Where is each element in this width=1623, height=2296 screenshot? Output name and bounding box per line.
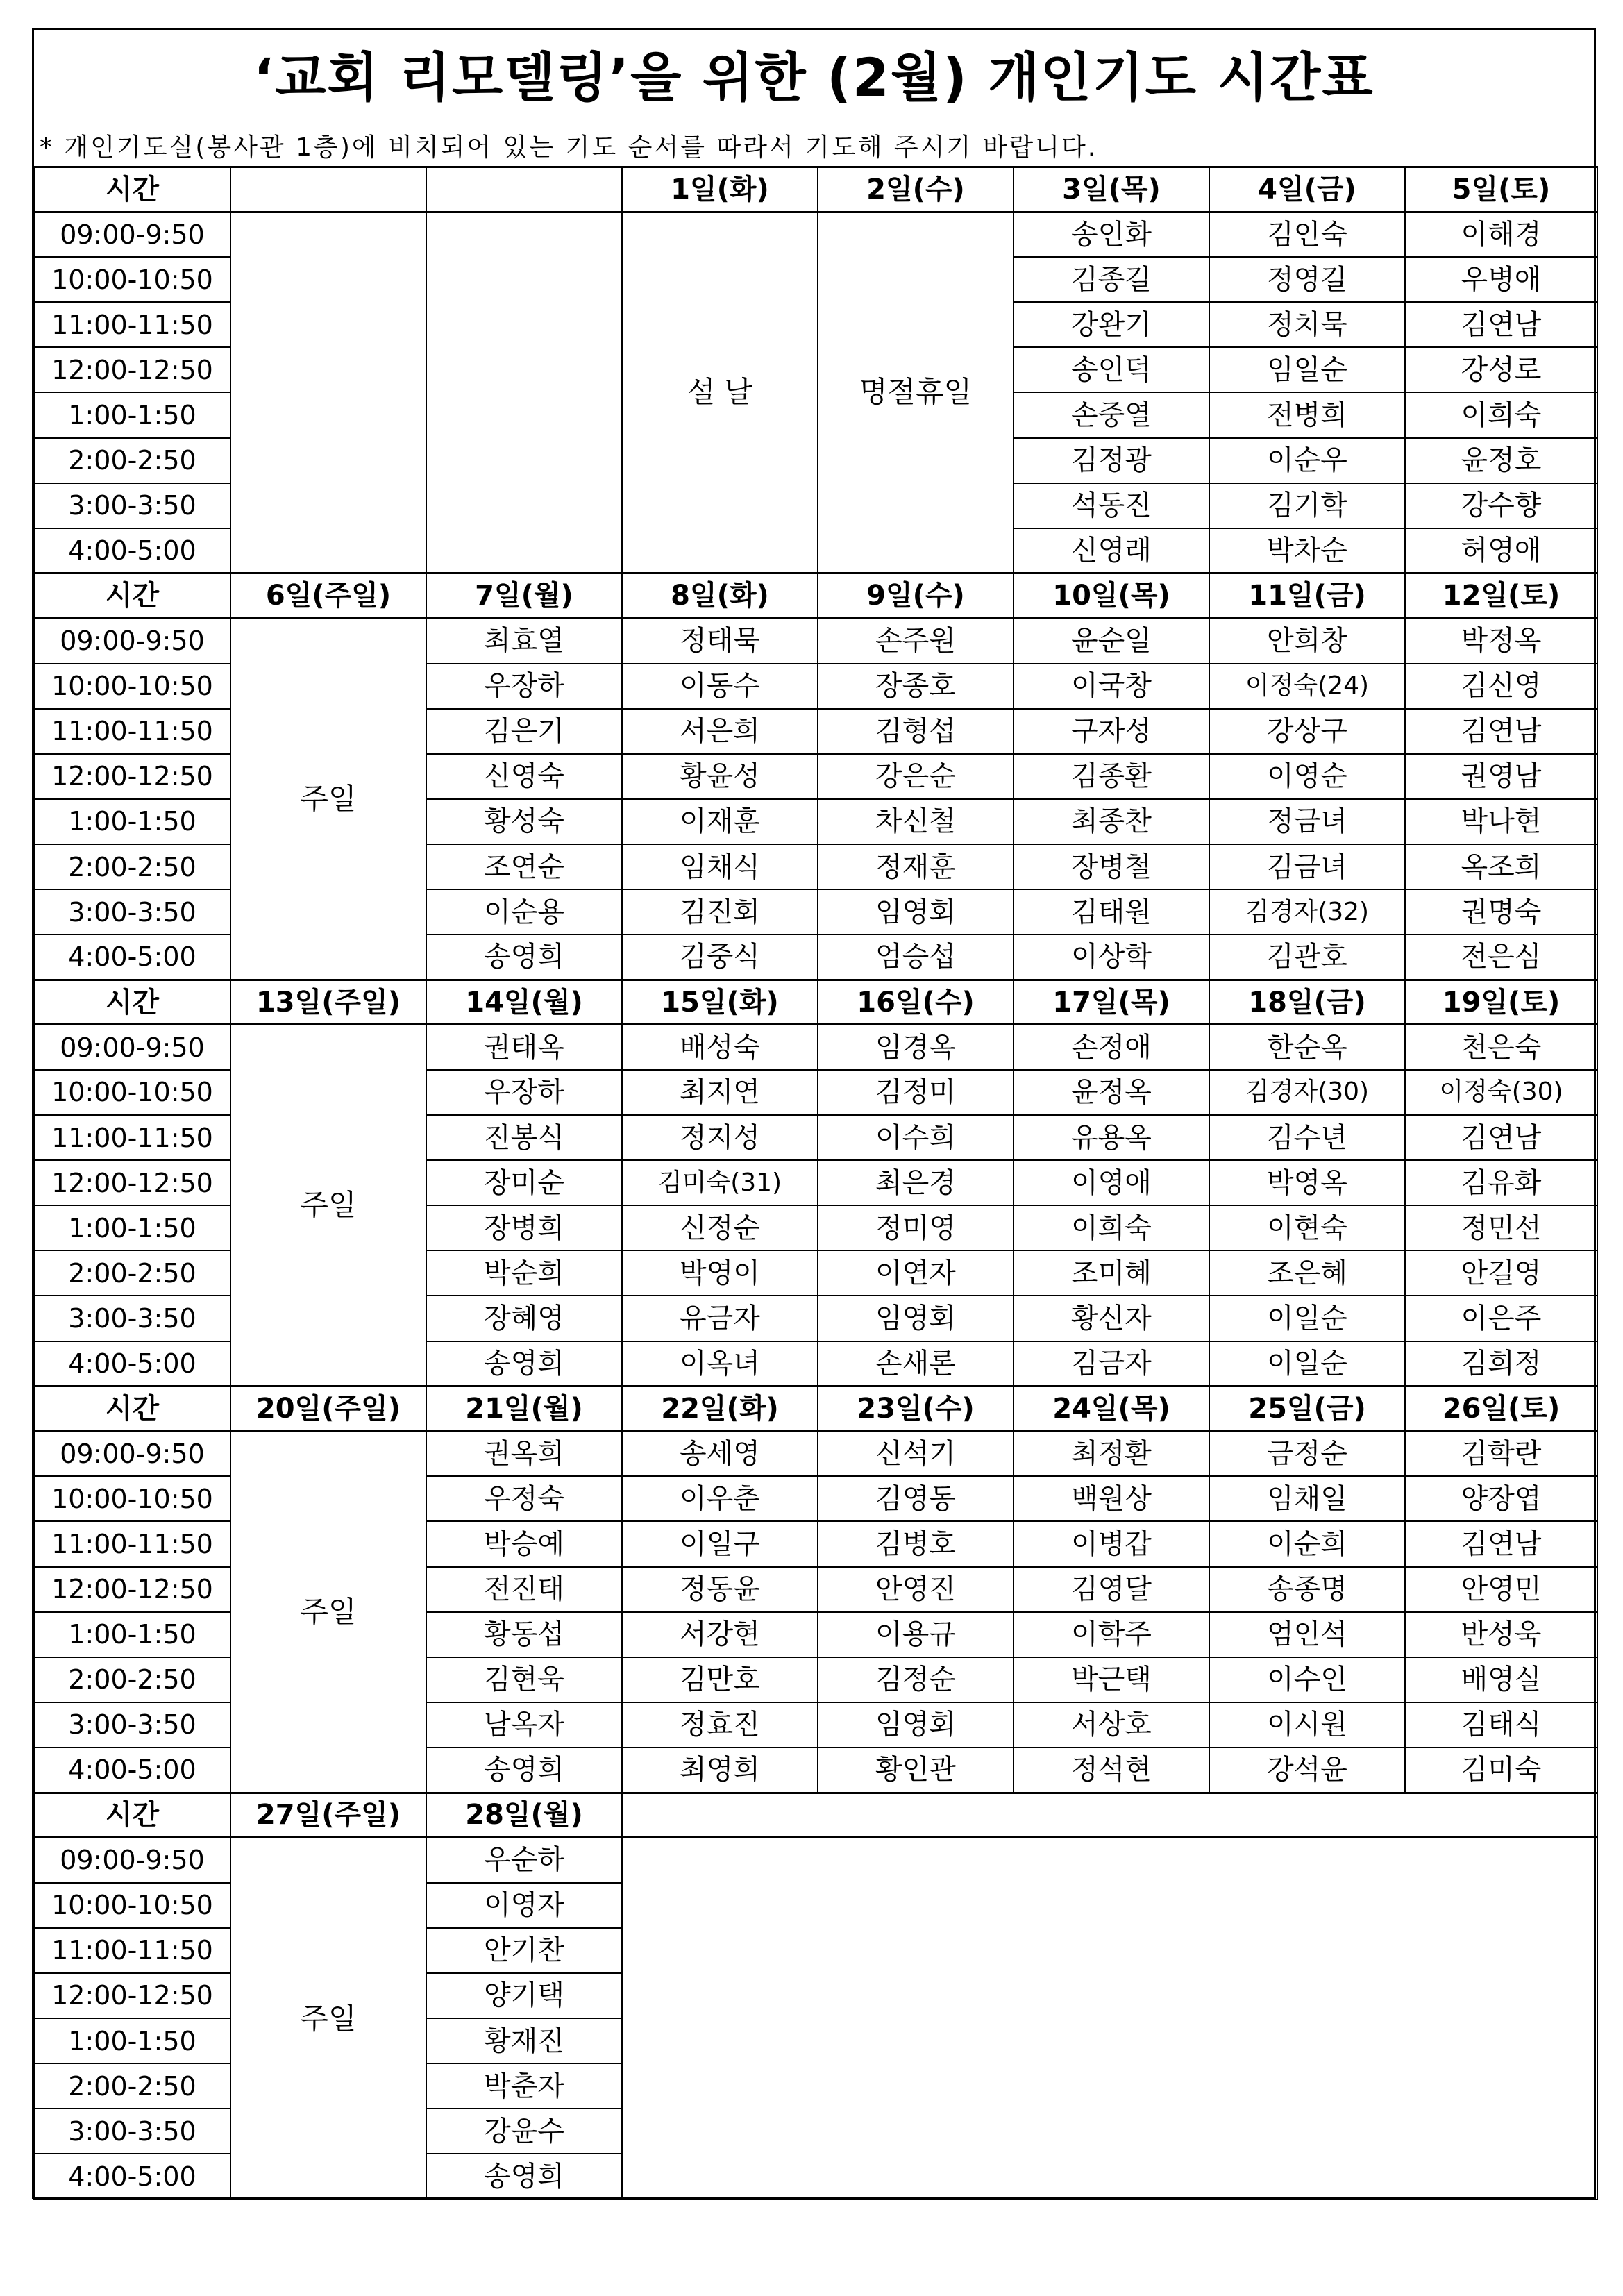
name-cell: 남옥자 <box>426 1702 622 1748</box>
name-cell: 박순희 <box>426 1250 622 1296</box>
name-cell: 송세영 <box>622 1431 818 1476</box>
time-slot: 4:00-5:00 <box>34 2154 230 2199</box>
name-cell: 이시원 <box>1209 1702 1405 1748</box>
name-cell: 정태묵 <box>622 618 818 663</box>
name-cell: 최지연 <box>622 1070 818 1115</box>
prayer-schedule-table <box>33 166 1598 2200</box>
name-cell: 이영순 <box>1209 754 1405 799</box>
name-cell: 임영회 <box>818 1702 1014 1748</box>
day-header: 27일(주일) <box>230 1793 426 1838</box>
name-cell: 손정애 <box>1014 1025 1209 1070</box>
name-cell: 강상구 <box>1209 709 1405 754</box>
name-cell: 강석윤 <box>1209 1748 1405 1793</box>
time-slot: 09:00-9:50 <box>34 1431 230 1476</box>
week-header-row <box>34 980 1597 1025</box>
page-title: ‘교회 리모델링’을 위한 (2월) 개인기도 시간표 <box>253 47 1374 108</box>
name-cell: 김태원 <box>1014 889 1209 935</box>
name-cell: 정미영 <box>818 1205 1014 1250</box>
name-cell: 이순용 <box>426 889 622 935</box>
time-slot: 2:00-2:50 <box>34 1657 230 1702</box>
time-slot: 2:00-2:50 <box>34 438 230 483</box>
name-cell: 이희숙 <box>1405 392 1597 437</box>
name-cell: 유용옥 <box>1014 1115 1209 1160</box>
name-cell: 이영자 <box>426 1883 622 1928</box>
name-cell: 김연남 <box>1405 709 1597 754</box>
name-cell: 손새론 <box>818 1341 1014 1386</box>
name-cell: 임채식 <box>622 844 818 889</box>
name-cell: 김연남 <box>1405 302 1597 347</box>
name-cell: 우순하 <box>426 1838 622 1883</box>
name-cell: 백원상 <box>1014 1476 1209 1521</box>
name-cell: 김중식 <box>622 935 818 980</box>
empty-cell <box>230 212 426 573</box>
name-cell: 김미숙(31) <box>622 1160 818 1205</box>
name-cell: 강성로 <box>1405 347 1597 392</box>
name-cell: 임경옥 <box>818 1025 1014 1070</box>
day-header: 11일(금) <box>1209 573 1405 619</box>
name-cell: 이현숙 <box>1209 1205 1405 1250</box>
name-cell: 장병철 <box>1014 844 1209 889</box>
name-cell: 배영실 <box>1405 1657 1597 1702</box>
name-cell: 이옥녀 <box>622 1341 818 1386</box>
name-cell: 정금녀 <box>1209 799 1405 844</box>
day-header: 16일(수) <box>818 980 1014 1025</box>
name-cell: 엄승섭 <box>818 935 1014 980</box>
instruction-note: * 개인기도실(봉사관 1층)에 비치되어 있는 기도 순서를 따라서 기도해 주시기 바랍니다. <box>40 133 1098 162</box>
day-header: 15일(화) <box>622 980 818 1025</box>
name-cell: 이동수 <box>622 664 818 709</box>
name-cell: 이해경 <box>1405 212 1597 257</box>
day-header: 14일(월) <box>426 980 622 1025</box>
name-cell: 황성숙 <box>426 799 622 844</box>
day-header: 24일(목) <box>1014 1386 1209 1432</box>
time-slot: 10:00-10:50 <box>34 257 230 302</box>
name-cell: 조은혜 <box>1209 1250 1405 1296</box>
name-cell: 김금자 <box>1014 1341 1209 1386</box>
name-cell: 송인화 <box>1014 212 1209 257</box>
name-cell: 조연순 <box>426 844 622 889</box>
name-cell: 송영희 <box>426 2154 622 2199</box>
name-cell: 황윤성 <box>622 754 818 799</box>
name-cell: 김종환 <box>1014 754 1209 799</box>
name-cell: 손주원 <box>818 618 1014 663</box>
time-header: 시간 <box>34 573 230 619</box>
name-cell: 서상호 <box>1014 1702 1209 1748</box>
week-header-row <box>34 1793 1597 1838</box>
name-cell: 김인숙 <box>1209 212 1405 257</box>
name-cell: 이병갑 <box>1014 1521 1209 1566</box>
time-header: 시간 <box>34 1386 230 1432</box>
name-cell: 안영민 <box>1405 1567 1597 1612</box>
week-header-row <box>34 1386 1597 1432</box>
name-cell: 강윤수 <box>426 2109 622 2154</box>
time-slot: 3:00-3:50 <box>34 483 230 528</box>
name-cell: 정영길 <box>1209 257 1405 302</box>
time-slot: 1:00-1:50 <box>34 1612 230 1657</box>
name-cell: 박승예 <box>426 1521 622 1566</box>
time-slot: 4:00-5:00 <box>34 1341 230 1386</box>
name-cell: 안기찬 <box>426 1928 622 1973</box>
name-cell: 최종찬 <box>1014 799 1209 844</box>
name-cell: 임영회 <box>818 889 1014 935</box>
time-slot: 09:00-9:50 <box>34 212 230 257</box>
name-cell: 김연남 <box>1405 1115 1597 1160</box>
name-cell: 송영희 <box>426 1748 622 1793</box>
name-cell: 김영달 <box>1014 1567 1209 1612</box>
day-header <box>426 167 622 212</box>
name-cell: 권영남 <box>1405 754 1597 799</box>
name-cell: 김영동 <box>818 1476 1014 1521</box>
name-cell: 강은순 <box>818 754 1014 799</box>
name-cell: 김만호 <box>622 1657 818 1702</box>
name-cell: 서은희 <box>622 709 818 754</box>
name-cell: 김종길 <box>1014 257 1209 302</box>
name-cell: 김신영 <box>1405 664 1597 709</box>
day-header: 28일(월) <box>426 1793 622 1838</box>
name-cell: 김정미 <box>818 1070 1014 1115</box>
time-slot: 12:00-12:50 <box>34 1973 230 2018</box>
name-cell: 김경자(30) <box>1209 1070 1405 1115</box>
time-header: 시간 <box>34 980 230 1025</box>
name-cell: 장혜영 <box>426 1296 622 1341</box>
name-cell: 서강현 <box>622 1612 818 1657</box>
sunday-cell: 주일 <box>230 1838 426 2199</box>
time-slot: 12:00-12:50 <box>34 754 230 799</box>
name-cell: 유금자 <box>622 1296 818 1341</box>
name-cell: 이수인 <box>1209 1657 1405 1702</box>
name-cell: 이재훈 <box>622 799 818 844</box>
name-cell: 김수년 <box>1209 1115 1405 1160</box>
name-cell: 황동섭 <box>426 1612 622 1657</box>
name-cell: 이순우 <box>1209 438 1405 483</box>
time-slot: 1:00-1:50 <box>34 2018 230 2063</box>
name-cell: 안영진 <box>818 1567 1014 1612</box>
time-header: 시간 <box>34 1793 230 1838</box>
name-cell: 송영희 <box>426 935 622 980</box>
name-cell: 김은기 <box>426 709 622 754</box>
name-cell: 이정숙(30) <box>1405 1070 1597 1115</box>
name-cell: 김학란 <box>1405 1431 1597 1476</box>
name-cell: 신석기 <box>818 1431 1014 1476</box>
name-cell: 우장하 <box>426 1070 622 1115</box>
name-cell: 김현욱 <box>426 1657 622 1702</box>
week-header-row <box>34 167 1597 212</box>
name-cell: 옥조희 <box>1405 844 1597 889</box>
name-cell: 장미순 <box>426 1160 622 1205</box>
name-cell: 구자성 <box>1014 709 1209 754</box>
time-slot: 2:00-2:50 <box>34 2063 230 2109</box>
day-header: 13일(주일) <box>230 980 426 1025</box>
name-cell: 정치묵 <box>1209 302 1405 347</box>
time-row <box>34 618 1597 663</box>
name-cell: 최정환 <box>1014 1431 1209 1476</box>
name-cell: 신정순 <box>622 1205 818 1250</box>
name-cell: 우장하 <box>426 664 622 709</box>
name-cell: 석동진 <box>1014 483 1209 528</box>
day-header: 5일(토) <box>1405 167 1597 212</box>
name-cell: 정재훈 <box>818 844 1014 889</box>
name-cell: 박춘자 <box>426 2063 622 2109</box>
name-cell: 이일구 <box>622 1521 818 1566</box>
name-cell: 이연자 <box>818 1250 1014 1296</box>
name-cell: 황신자 <box>1014 1296 1209 1341</box>
day-header: 9일(수) <box>818 573 1014 619</box>
time-slot: 09:00-9:50 <box>34 1838 230 1883</box>
name-cell: 정동윤 <box>622 1567 818 1612</box>
time-row <box>34 1431 1597 1476</box>
name-cell: 박나현 <box>1405 799 1597 844</box>
name-cell: 송인덕 <box>1014 347 1209 392</box>
name-cell: 전진태 <box>426 1567 622 1612</box>
name-cell: 장종호 <box>818 664 1014 709</box>
name-cell: 김관호 <box>1209 935 1405 980</box>
name-cell: 윤순일 <box>1014 618 1209 663</box>
name-cell: 이수희 <box>818 1115 1014 1160</box>
time-slot: 4:00-5:00 <box>34 1748 230 1793</box>
name-cell: 반성욱 <box>1405 1612 1597 1657</box>
day-header: 17일(목) <box>1014 980 1209 1025</box>
time-slot: 09:00-9:50 <box>34 618 230 663</box>
name-cell: 손중열 <box>1014 392 1209 437</box>
sunday-cell: 주일 <box>230 1025 426 1386</box>
time-slot: 12:00-12:50 <box>34 1160 230 1205</box>
name-cell: 양기택 <box>426 1973 622 2018</box>
time-slot: 11:00-11:50 <box>34 1115 230 1160</box>
name-cell: 엄인석 <box>1209 1612 1405 1657</box>
time-slot: 3:00-3:50 <box>34 2109 230 2154</box>
name-cell: 김병호 <box>818 1521 1014 1566</box>
name-cell: 정효진 <box>622 1702 818 1748</box>
time-slot: 4:00-5:00 <box>34 528 230 573</box>
time-slot: 12:00-12:50 <box>34 1567 230 1612</box>
name-cell: 이희숙 <box>1014 1205 1209 1250</box>
name-cell: 조미혜 <box>1014 1250 1209 1296</box>
day-header: 23일(수) <box>818 1386 1014 1432</box>
name-cell: 전은심 <box>1405 935 1597 980</box>
time-slot: 2:00-2:50 <box>34 844 230 889</box>
time-slot: 11:00-11:50 <box>34 1521 230 1566</box>
time-slot: 2:00-2:50 <box>34 1250 230 1296</box>
name-cell: 우병애 <box>1405 257 1597 302</box>
name-cell: 강완기 <box>1014 302 1209 347</box>
name-cell: 권태옥 <box>426 1025 622 1070</box>
time-slot: 4:00-5:00 <box>34 935 230 980</box>
day-header: 10일(목) <box>1014 573 1209 619</box>
time-slot: 11:00-11:50 <box>34 302 230 347</box>
day-header: 6일(주일) <box>230 573 426 619</box>
name-cell: 박정옥 <box>1405 618 1597 663</box>
name-cell: 임일순 <box>1209 347 1405 392</box>
time-slot: 11:00-11:50 <box>34 1928 230 1973</box>
day-header <box>230 167 426 212</box>
name-cell: 송종명 <box>1209 1567 1405 1612</box>
name-cell: 최은경 <box>818 1160 1014 1205</box>
empty-cell <box>426 212 622 573</box>
time-header: 시간 <box>34 167 230 212</box>
name-cell: 강수향 <box>1405 483 1597 528</box>
name-cell: 정민선 <box>1405 1205 1597 1250</box>
name-cell: 김유화 <box>1405 1160 1597 1205</box>
name-cell: 이학주 <box>1014 1612 1209 1657</box>
name-cell: 이영애 <box>1014 1160 1209 1205</box>
holiday-cell: 명절휴일 <box>818 212 1014 573</box>
name-cell: 이상학 <box>1014 935 1209 980</box>
name-cell: 김연남 <box>1405 1521 1597 1566</box>
name-cell: 금정순 <box>1209 1431 1405 1476</box>
name-cell: 김진회 <box>622 889 818 935</box>
day-header: 19일(토) <box>1405 980 1597 1025</box>
time-slot: 1:00-1:50 <box>34 799 230 844</box>
name-cell: 최영희 <box>622 1748 818 1793</box>
name-cell: 윤정옥 <box>1014 1070 1209 1115</box>
time-slot: 10:00-10:50 <box>34 1070 230 1115</box>
time-slot: 10:00-10:50 <box>34 1883 230 1928</box>
name-cell: 박차순 <box>1209 528 1405 573</box>
day-header: 22일(화) <box>622 1386 818 1432</box>
name-cell: 신영숙 <box>426 754 622 799</box>
name-cell: 박근택 <box>1014 1657 1209 1702</box>
name-cell: 임채일 <box>1209 1476 1405 1521</box>
name-cell: 김정순 <box>818 1657 1014 1702</box>
name-cell: 정지성 <box>622 1115 818 1160</box>
name-cell: 이순희 <box>1209 1521 1405 1566</box>
week-header-row <box>34 573 1597 619</box>
name-cell: 송영희 <box>426 1341 622 1386</box>
name-cell: 천은숙 <box>1405 1025 1597 1070</box>
time-slot: 1:00-1:50 <box>34 1205 230 1250</box>
name-cell: 이일순 <box>1209 1296 1405 1341</box>
holiday-cell: 설 날 <box>622 212 818 573</box>
name-cell: 김태식 <box>1405 1702 1597 1748</box>
name-cell: 이은주 <box>1405 1296 1597 1341</box>
name-cell: 허영애 <box>1405 528 1597 573</box>
name-cell: 임영회 <box>818 1296 1014 1341</box>
empty-cell <box>622 1793 1597 1838</box>
day-header: 1일(화) <box>622 167 818 212</box>
name-cell: 이우춘 <box>622 1476 818 1521</box>
day-header: 12일(토) <box>1405 573 1597 619</box>
name-cell: 우정숙 <box>426 1476 622 1521</box>
sunday-cell: 주일 <box>230 1431 426 1793</box>
day-header: 3일(목) <box>1014 167 1209 212</box>
name-cell: 차신철 <box>818 799 1014 844</box>
name-cell: 안희창 <box>1209 618 1405 663</box>
name-cell: 권명숙 <box>1405 889 1597 935</box>
time-slot: 1:00-1:50 <box>34 392 230 437</box>
name-cell: 김형섭 <box>818 709 1014 754</box>
empty-cell <box>622 1838 1597 2199</box>
name-cell: 이정숙(24) <box>1209 664 1405 709</box>
day-header: 26일(토) <box>1405 1386 1597 1432</box>
name-cell: 이용규 <box>818 1612 1014 1657</box>
time-slot: 10:00-10:50 <box>34 1476 230 1521</box>
day-header: 18일(금) <box>1209 980 1405 1025</box>
schedule-sheet <box>32 28 1596 2199</box>
day-header: 20일(주일) <box>230 1386 426 1432</box>
name-cell: 황인관 <box>818 1748 1014 1793</box>
name-cell: 최효열 <box>426 618 622 663</box>
name-cell: 김기학 <box>1209 483 1405 528</box>
day-header: 7일(월) <box>426 573 622 619</box>
time-slot: 10:00-10:50 <box>34 664 230 709</box>
time-slot: 3:00-3:50 <box>34 1702 230 1748</box>
name-cell: 정석현 <box>1014 1748 1209 1793</box>
name-cell: 이일순 <box>1209 1341 1405 1386</box>
name-cell: 윤정호 <box>1405 438 1597 483</box>
time-slot: 3:00-3:50 <box>34 1296 230 1341</box>
name-cell: 배성숙 <box>622 1025 818 1070</box>
day-header: 4일(금) <box>1209 167 1405 212</box>
name-cell: 박영옥 <box>1209 1160 1405 1205</box>
time-slot: 11:00-11:50 <box>34 709 230 754</box>
name-cell: 김미숙 <box>1405 1748 1597 1793</box>
day-header: 25일(금) <box>1209 1386 1405 1432</box>
day-header: 2일(수) <box>818 167 1014 212</box>
name-cell: 안길영 <box>1405 1250 1597 1296</box>
name-cell: 권옥희 <box>426 1431 622 1476</box>
name-cell: 박영이 <box>622 1250 818 1296</box>
day-header: 21일(월) <box>426 1386 622 1432</box>
name-cell: 한순옥 <box>1209 1025 1405 1070</box>
name-cell: 장병희 <box>426 1205 622 1250</box>
time-slot: 12:00-12:50 <box>34 347 230 392</box>
name-cell: 김희정 <box>1405 1341 1597 1386</box>
sunday-cell: 주일 <box>230 618 426 980</box>
name-cell: 진봉식 <box>426 1115 622 1160</box>
name-cell: 이국창 <box>1014 664 1209 709</box>
time-row <box>34 1838 1597 1883</box>
name-cell: 전병희 <box>1209 392 1405 437</box>
name-cell: 황재진 <box>426 2018 622 2063</box>
time-slot: 09:00-9:50 <box>34 1025 230 1070</box>
time-row <box>34 212 1597 257</box>
name-cell: 양장엽 <box>1405 1476 1597 1521</box>
name-cell: 김정광 <box>1014 438 1209 483</box>
name-cell: 김금녀 <box>1209 844 1405 889</box>
time-row <box>34 1025 1597 1070</box>
name-cell: 김경자(32) <box>1209 889 1405 935</box>
day-header: 8일(화) <box>622 573 818 619</box>
time-slot: 3:00-3:50 <box>34 889 230 935</box>
name-cell: 신영래 <box>1014 528 1209 573</box>
